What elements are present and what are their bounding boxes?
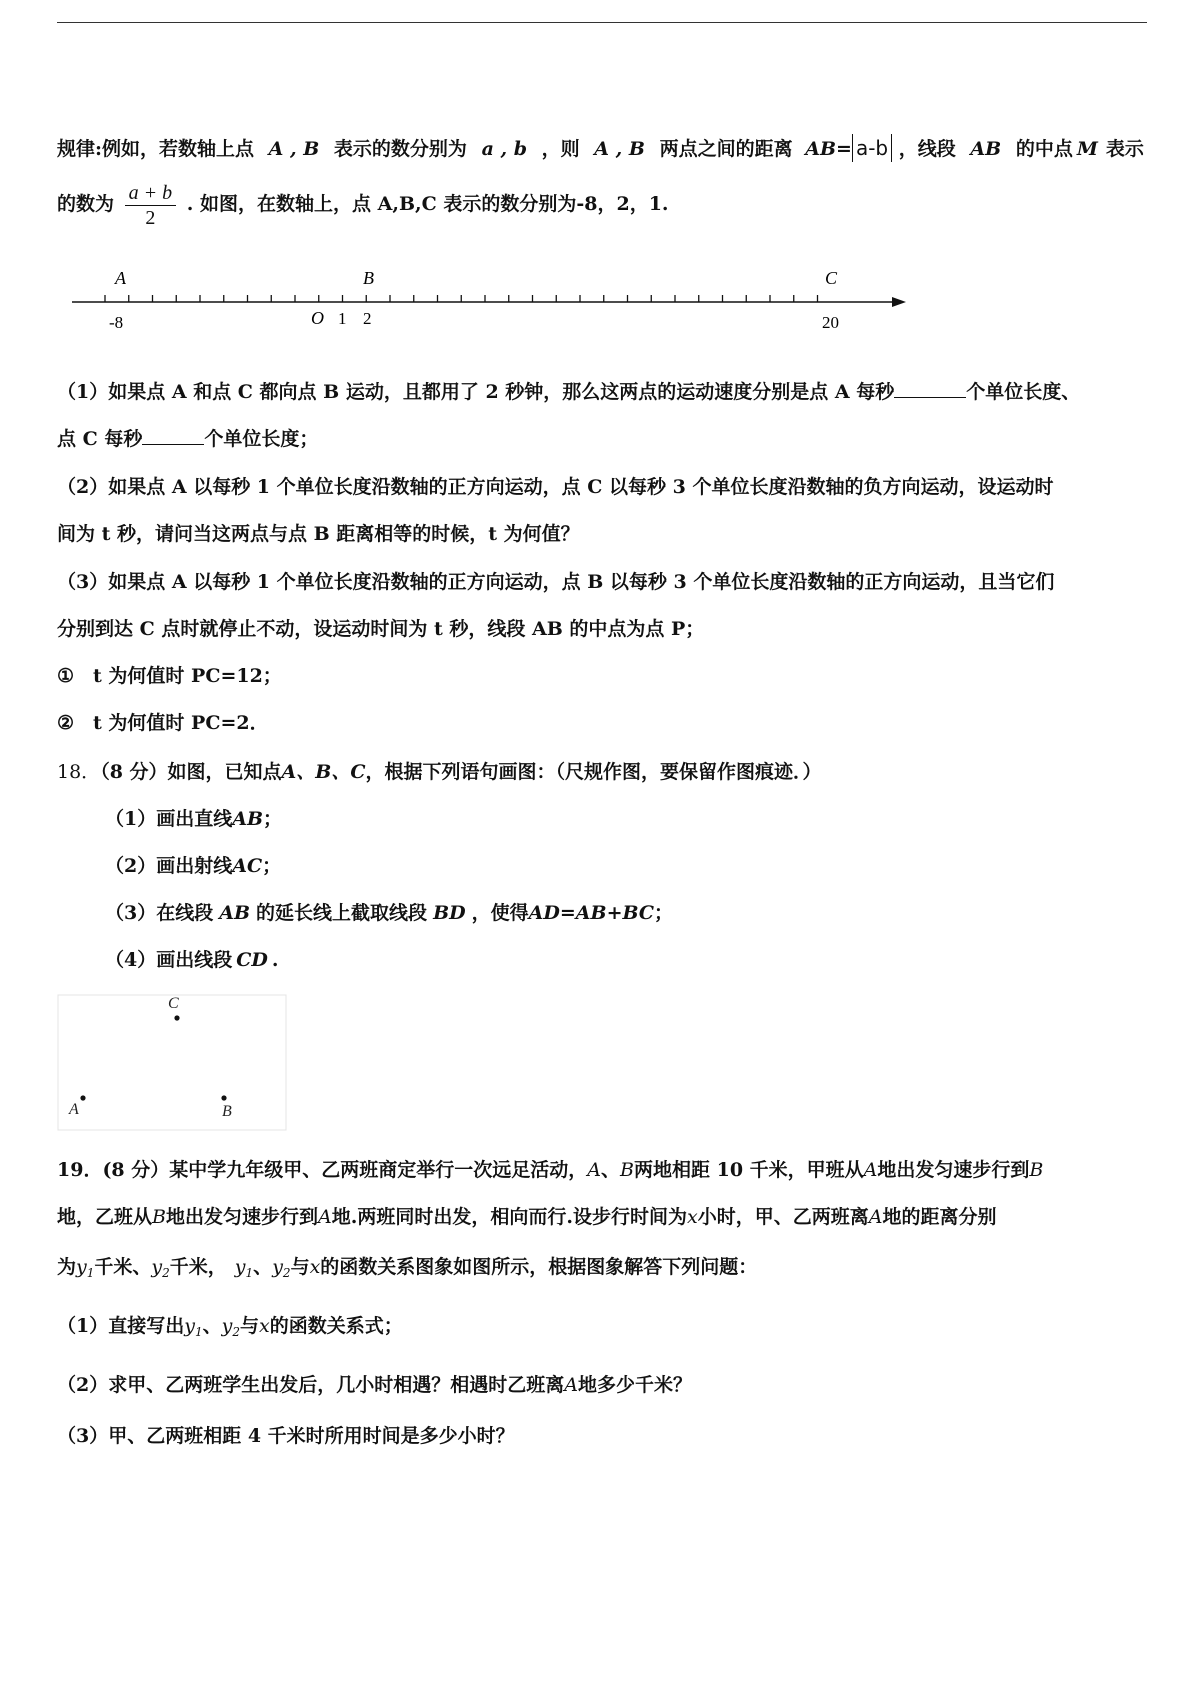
p18-step-3 <box>105 900 673 926</box>
p18-text: （8 分）如图，已知点 <box>100 761 282 783</box>
abs-expression: a-b <box>852 134 892 162</box>
problem-number: 18． <box>57 761 101 783</box>
q2-line-2: 间为 t 秒，请问当这两点与点 B 距离相等的时候，t 为何值？ <box>57 523 580 545</box>
math-y: y <box>272 1256 283 1278</box>
math-ab: AB <box>232 808 264 830</box>
arrow-right-icon <box>892 297 906 307</box>
intro-text: 表示的数分别为 <box>333 138 467 160</box>
p19-text: 为 <box>57 1256 77 1278</box>
math-equation: AD=AB+BC <box>528 902 655 924</box>
math-points: A , B <box>268 138 320 160</box>
p19-text: 、 <box>253 1256 273 1278</box>
p18-text: ，根据下列语句画图：（尺规作图，要保留作图痕迹．） <box>365 761 822 783</box>
math-A: A <box>863 1159 878 1181</box>
label-A: A <box>115 268 126 288</box>
p18-step-4 <box>105 947 278 973</box>
p19-text: （2）求甲、乙两班学生出发后，几小时相遇？相遇时乙班离 <box>57 1374 565 1396</box>
math-y: y <box>151 1256 163 1278</box>
p19-text: （1）直接写出 <box>57 1315 185 1337</box>
p18-step-1 <box>105 806 282 832</box>
intro-text: ，线段 <box>898 138 956 160</box>
math-points: A、B、C <box>281 761 366 783</box>
p19-q1 <box>57 1313 403 1345</box>
intro-text: 表示 <box>1105 138 1144 160</box>
figure-18 <box>57 994 287 1131</box>
math-B: B <box>620 1159 634 1181</box>
fraction <box>125 181 177 230</box>
math-m: M <box>1076 138 1098 160</box>
math-y: y <box>221 1315 233 1337</box>
p19-text: 与 <box>240 1315 260 1337</box>
subscript: 2 <box>232 1325 240 1339</box>
tick-label-2: 2 <box>363 309 372 328</box>
math-A: A <box>587 1159 602 1181</box>
p19-text: 千米， <box>169 1256 227 1278</box>
p18-text: ； <box>654 902 674 924</box>
p19-line-1 <box>57 1157 1043 1183</box>
math-y: y <box>234 1256 246 1278</box>
q3-line-1: （3）如果点 A 以每秒 1 个单位长度沿数轴的正方向运动，点 B 以每秒 3 个单位长度沿数轴的正方向运动，且当它们 <box>57 571 1055 593</box>
answer-blank <box>142 426 204 445</box>
figure-frame <box>58 995 286 1130</box>
p19-text: 地的距离分别 <box>882 1206 997 1228</box>
math-ab: AB <box>219 902 251 924</box>
q1-text: 个单位长度； <box>204 428 319 450</box>
point-label-C: C <box>168 995 179 1012</box>
label-B: B <box>363 268 374 288</box>
subscript: 1 <box>194 1325 203 1339</box>
fraction-denominator: 2 <box>145 206 156 229</box>
math-eq: = <box>836 138 852 160</box>
point-C <box>174 1015 179 1020</box>
p19-text: 千米、 <box>94 1256 152 1278</box>
math-A: A <box>868 1206 883 1228</box>
math-bd: BD <box>433 902 466 924</box>
math-B: B <box>1029 1159 1044 1181</box>
math-y2 <box>151 1256 169 1278</box>
p19-text: 的函数关系式； <box>269 1315 403 1337</box>
math-B: B <box>152 1206 166 1228</box>
subscript: 1 <box>86 1266 95 1280</box>
p18-step-2 <box>105 853 281 879</box>
p18-text: （2）画出射线 <box>105 855 233 877</box>
point-A <box>80 1095 85 1100</box>
math-y: y <box>184 1315 195 1337</box>
p19-text: 两地相距 10 千米，甲班从 <box>634 1159 864 1181</box>
tick-label-neg8: -8 <box>109 313 124 332</box>
point-B <box>221 1095 226 1100</box>
p19-text: 19．(8 分）某中学九年级甲、乙两班商定举行一次远足活动， <box>57 1159 588 1181</box>
intro-text: 两点之间的距离 <box>659 138 793 160</box>
math-A: A <box>564 1374 578 1396</box>
p19-line-3 <box>57 1254 757 1286</box>
q1-text: 个单位长度、 <box>966 381 1081 403</box>
math-y2 <box>222 1315 240 1337</box>
math-x: x <box>259 1315 270 1337</box>
p19-text: 地，乙班从 <box>57 1206 153 1228</box>
p19-text: 地出发匀速步行到 <box>877 1159 1030 1181</box>
tick-label-20: 20 <box>822 313 839 332</box>
number-line <box>60 262 920 332</box>
math-y: y <box>76 1256 87 1278</box>
tick-label-1: 1 <box>338 309 347 328</box>
math-y2 <box>272 1256 290 1278</box>
label-C: C <box>825 268 838 288</box>
p18-text: （4）画出线段 <box>105 949 233 971</box>
math-values: a , b <box>481 138 528 160</box>
intro-line-2 <box>57 180 669 230</box>
q3-line-2: 分别到达 C 点时就停止不动，设运动时间为 t 秒，线段 AB 的中点为点 P； <box>57 618 705 640</box>
q1-line-2 <box>57 426 318 452</box>
p18-text: （3）在线段 <box>105 902 214 924</box>
intro-text: 规律:例如，若数轴上点 <box>57 138 255 160</box>
intro-line-1 <box>57 134 1144 162</box>
p18-text: 的延长线上截取线段 <box>256 902 428 924</box>
p18-text: ； <box>262 855 282 877</box>
p18-text: . <box>271 949 279 971</box>
math-cd: CD <box>236 949 268 971</box>
subscript: 2 <box>282 1266 291 1280</box>
p18-text: （1）画出直线 <box>105 808 233 830</box>
intro-text: . 如图，在数轴上，点 A,B,C 表示的数分别为-8，2，1. <box>186 193 669 215</box>
q1-line-1 <box>57 379 1080 405</box>
p19-line-2 <box>57 1204 996 1230</box>
p19-text: 地多少千米？ <box>577 1374 692 1396</box>
answer-blank <box>894 379 966 398</box>
p19-text: 与 <box>290 1256 310 1278</box>
math-y1 <box>184 1315 202 1337</box>
q3-sub-2: ② t 为何值时 PC=2． <box>57 712 269 734</box>
math-ab: AB <box>970 138 1002 160</box>
tick-marks <box>105 295 818 302</box>
subscript: 1 <box>245 1266 254 1280</box>
p19-text: 地.两班同时出发，相向而行.设步行时间为 <box>331 1206 687 1228</box>
point-label-A: A <box>69 1101 79 1118</box>
math-x: x <box>686 1206 698 1228</box>
header-rule <box>57 22 1147 23</box>
fraction-numerator: a + b <box>125 181 177 206</box>
p18-heading <box>57 759 821 785</box>
math-x: x <box>309 1256 321 1278</box>
q2-line-1: （2）如果点 A 以每秒 1 个单位长度沿数轴的正方向运动，点 C 以每秒 3 个单位长度沿数轴的负方向运动，设运动时 <box>57 476 1054 498</box>
q1-text: （1）如果点 A 和点 C 都向点 B 运动，且都用了 2 秒钟，那么这两点的运动速度分别是点 A 每秒 <box>57 381 895 403</box>
p19-text: 小时，甲、乙两班离 <box>697 1206 869 1228</box>
intro-text: 的数为 <box>57 193 115 215</box>
p19-q3: （3）甲、乙两班相距 4 千米时所用时间是多少小时？ <box>57 1425 515 1447</box>
p19-text: 的函数关系图象如图所示，根据图象解答下列问题： <box>320 1256 758 1278</box>
math-y1 <box>76 1256 94 1278</box>
math-y1 <box>235 1256 253 1278</box>
p19-text: 地出发匀速步行到 <box>165 1206 318 1228</box>
p19-text: 、 <box>601 1159 621 1181</box>
label-O: O <box>311 308 324 328</box>
math-points: A , B <box>594 138 645 160</box>
p18-text: ； <box>263 808 283 830</box>
q1-text: 点 C 每秒 <box>57 428 143 450</box>
p19-q2 <box>57 1372 692 1398</box>
p19-text: 、 <box>202 1315 222 1337</box>
math-A: A <box>318 1206 332 1228</box>
intro-text: 的中点 <box>1015 138 1073 160</box>
math-ab: AB <box>805 138 837 160</box>
q3-sub-1: ① t 为何值时 PC=12； <box>57 665 282 687</box>
math-ac: AC <box>232 855 263 877</box>
point-label-B: B <box>222 1103 232 1120</box>
intro-text: ，则 <box>541 138 580 160</box>
subscript: 2 <box>162 1266 170 1280</box>
p18-text: ，使得 <box>471 902 529 924</box>
